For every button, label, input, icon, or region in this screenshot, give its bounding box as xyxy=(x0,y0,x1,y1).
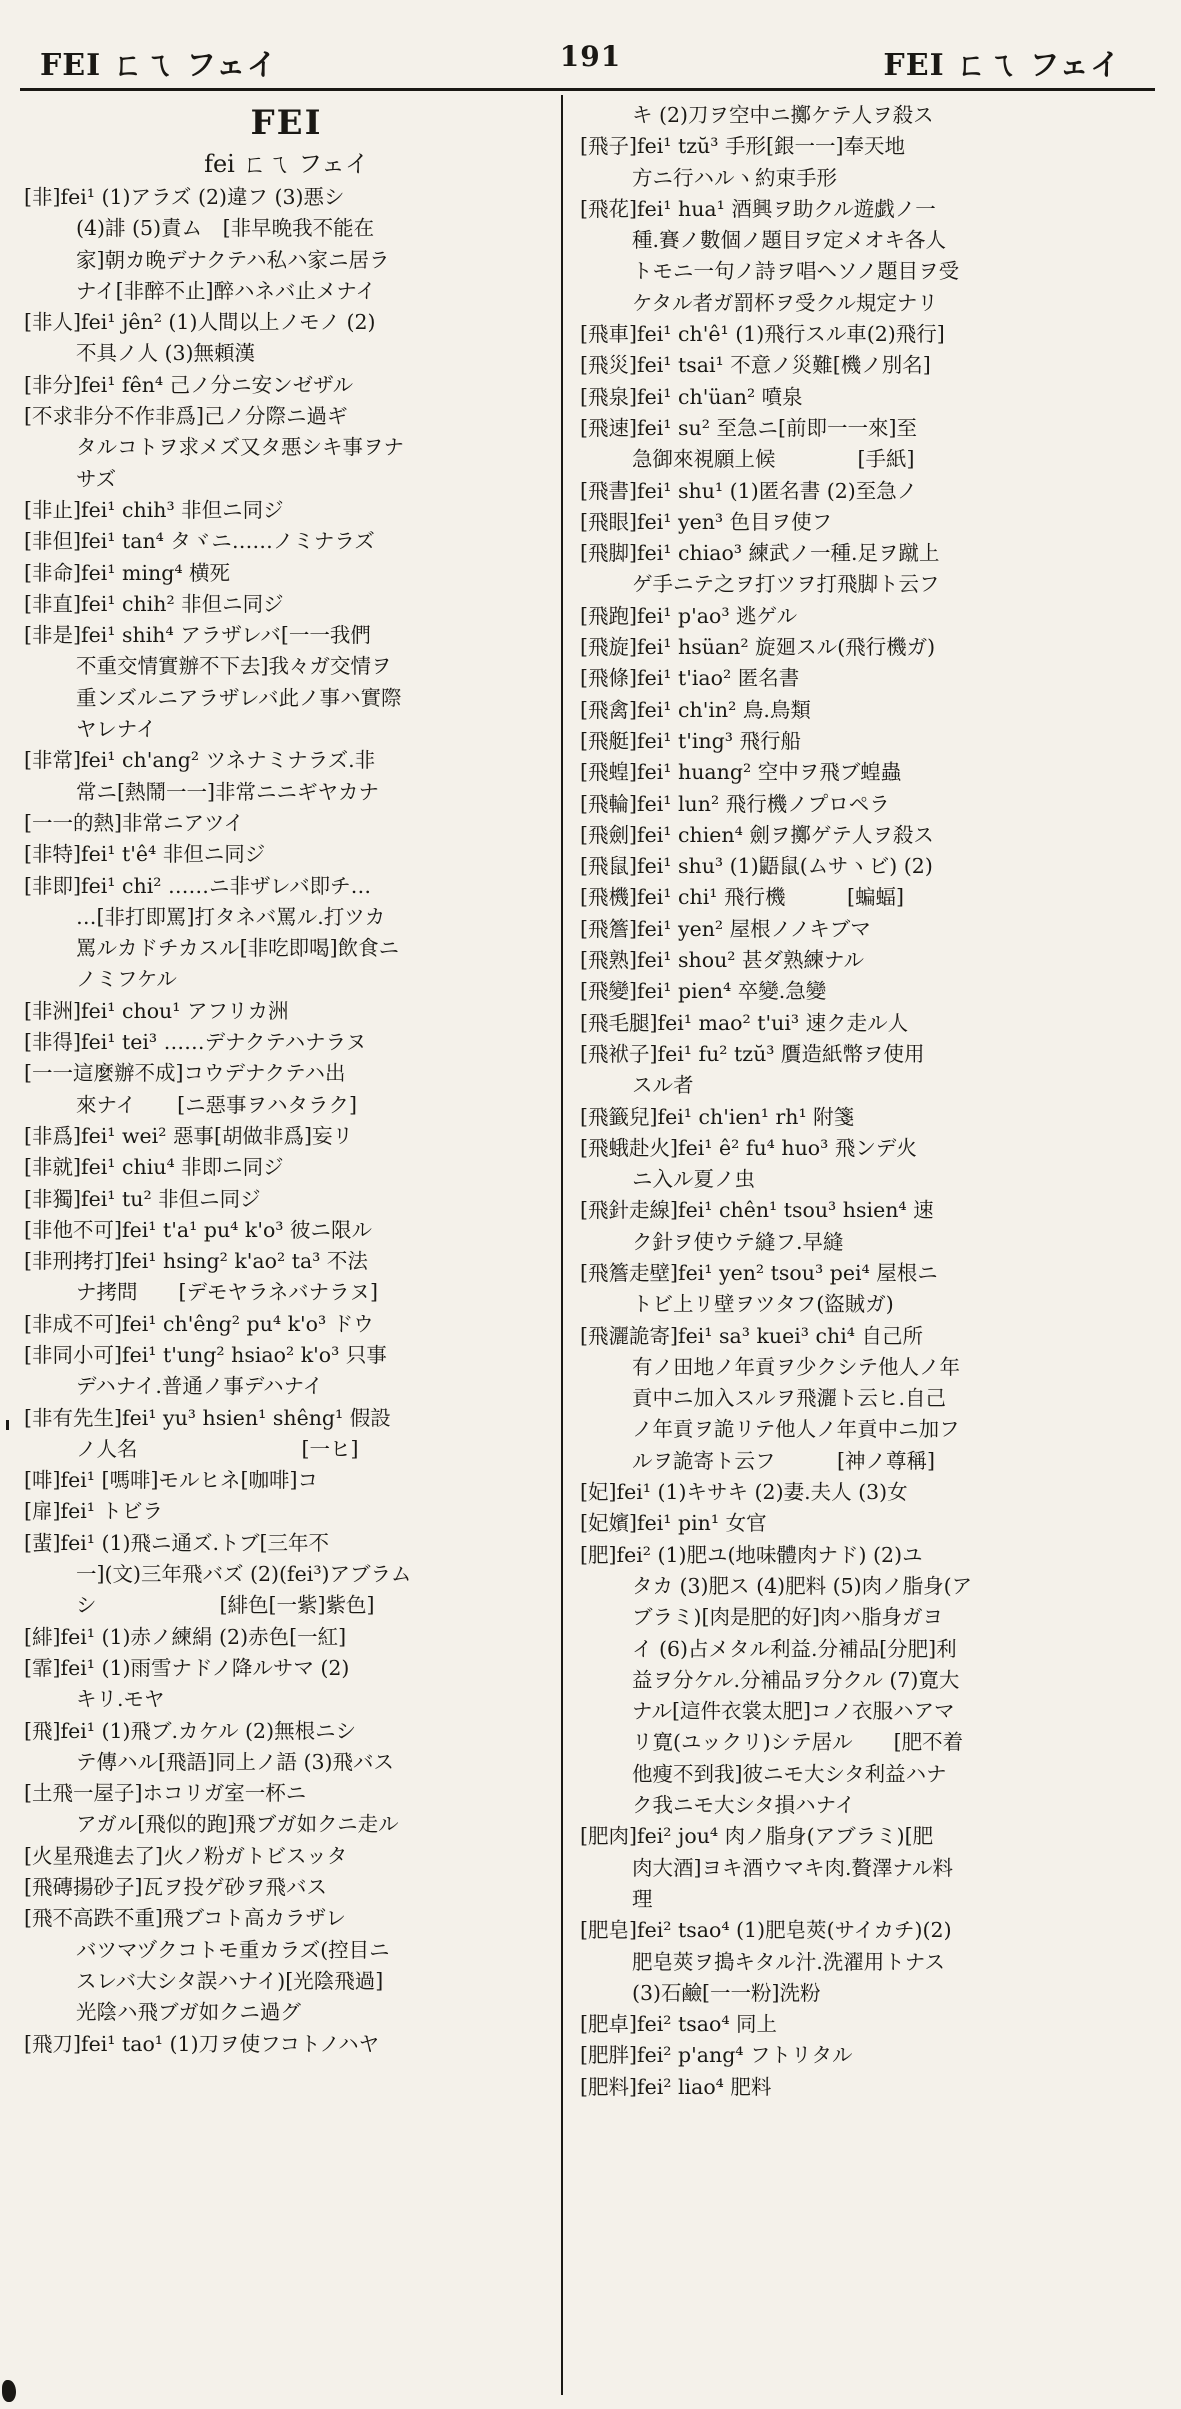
entry-line: 常ニ[熱鬧一一]非常ニニギヤカナ xyxy=(76,779,379,804)
entry-line: [肥]fei² (1)肥ユ(地味體肉ナド) (2)ユ xyxy=(580,1542,923,1567)
left-column xyxy=(24,100,549,2060)
ink-blot xyxy=(2,2380,16,2402)
entry-line: 罵ルカドチカスル[非吃即喝]飲食ニ xyxy=(76,936,400,961)
entry-line: [飛蝗]fei¹ huang² 空中ヲ飛ブ蝗蟲 xyxy=(580,760,902,785)
entry-line: スル者 xyxy=(632,1073,694,1098)
entry-line: 貢中ニ加入スルヲ飛灑ト云ヒ.自己 xyxy=(632,1386,947,1411)
entry-line: トモニ一句ノ詩ヲ唱ヘソノ題目ヲ受 xyxy=(632,259,960,284)
entry-line: [飛輪]fei¹ lun² 飛行機ノプロペラ xyxy=(580,791,890,816)
entry-line: [非成不可]fei¹ ch'êng² pu⁴ k'o³ ドウ xyxy=(24,1311,374,1336)
entry-line: 肉大酒]ヨキ酒ウマキ肉.贅澤ナル料 xyxy=(632,1855,953,1880)
entry-line: 不具ノ人 (3)無頼漢 xyxy=(76,341,256,366)
entry-line: ニ入ル夏ノ虫 xyxy=(632,1167,755,1192)
entry-line: 光陰ハ飛ブガ如クニ過グ xyxy=(76,2000,301,2025)
entry-line: [霏]fei¹ (1)雨雪ナドノ降ルサマ (2) xyxy=(24,1655,350,1680)
entry-line: [啡]fei¹ [嗎啡]モルヒネ[咖啡]コ xyxy=(24,1468,318,1493)
entry-line: [非即]fei¹ chi² ……ニ非ザレバ即チ… xyxy=(24,873,372,898)
entry-line: [飛鼠]fei¹ shu³ (1)鼯鼠(ムサヽビ) (2) xyxy=(580,854,933,879)
entry-line: ブラミ)[肉是肥的好]肉ハ脂身ガヨ xyxy=(632,1605,943,1630)
entry-line: [肥胖]fei² p'ang⁴ フトリタル xyxy=(580,2043,853,2068)
entry-line: [飛變]fei¹ pien⁴ 卒變.急變 xyxy=(580,979,827,1004)
entry-line: ク我ニモ大シタ損ハナイ xyxy=(632,1793,856,1818)
entry-line: トビ上リ壁ヲツタフ(盜賊ガ) xyxy=(632,1292,894,1317)
entry-line: [飛袱子]fei¹ fu² tzŭ³ 贋造紙幣ヲ使用 xyxy=(580,1041,925,1066)
entry-line: 理 xyxy=(632,1886,653,1911)
entry-line: [扉]fei¹ トビラ xyxy=(24,1499,164,1524)
entry-line: [非是]fei¹ shih⁴ アラザレバ[一一我們 xyxy=(24,623,371,648)
entry-line: [飛熟]fei¹ shou² 甚ダ熟練ナル xyxy=(580,948,864,973)
section-subheading: fei ㄈㄟ フェイ xyxy=(204,150,369,178)
entry-line: [飛花]fei¹ hua¹ 酒興ヲ助クル遊戯ノ一 xyxy=(580,196,936,221)
entry-line: [不求非分不作非爲]己ノ分際ニ過ギ xyxy=(24,404,348,429)
entry-line: [飛磚揚砂子]瓦ヲ投ゲ砂ヲ飛バス xyxy=(24,1875,327,1900)
entry-line: [非特]fei¹ t'ê⁴ 非但ニ同ジ xyxy=(24,842,266,867)
entry-line: リ寛(ユックリ)シテ居ル [肥不着 xyxy=(632,1730,964,1755)
entry-line: ゲ手ニテ之ヲ打ツヲ打飛脚ト云フ xyxy=(632,572,940,597)
entry-line: [肥肉]fei² jou⁴ 肉ノ脂身(アブラミ)[肥 xyxy=(580,1824,934,1849)
entry-line: [非獨]fei¹ tu² 非但ニ同ジ xyxy=(24,1186,261,1211)
entry-line: [非有先生]fei¹ yu³ hsien¹ shêng¹ 假設 xyxy=(24,1405,391,1430)
entry-line: タカ (3)肥ス (4)肥料 (5)肉ノ脂身(ア xyxy=(632,1573,973,1598)
entry-line: [火星飛進去了]火ノ粉ガトビスッタ xyxy=(24,1843,348,1868)
right-column xyxy=(580,100,1120,2103)
entry-line: [非人]fei¹ jên² (1)人間以上ノモノ (2) xyxy=(24,310,376,335)
entry-line: [飛籤兒]fei¹ ch'ien¹ rh¹ 附箋 xyxy=(580,1104,855,1129)
entry-line: [飛簷走壁]fei¹ yen² tsou³ pei⁴ 屋根ニ xyxy=(580,1260,938,1285)
entry-line: 種.賽ノ數個ノ題目ヲ定メオキ各人 xyxy=(632,228,947,253)
entry-line: [飛艇]fei¹ t'ing³ 飛行船 xyxy=(580,728,801,753)
entry-line: [飛泉]fei¹ ch'üan² 噴泉 xyxy=(580,384,803,409)
entry-line: [飛脚]fei¹ chiao³ 練武ノ一種.足ヲ蹴上 xyxy=(580,541,940,566)
entry-line: [肥卓]fei² tsao⁴ 同上 xyxy=(580,2012,778,2037)
entry-line: [飛書]fei¹ shu¹ (1)匿名書 (2)至急ノ xyxy=(580,478,918,503)
entry-line: キ (2)刀ヲ空中ニ擲ケテ人ヲ殺ス xyxy=(632,103,934,127)
entry-line: [飛針走線]fei¹ chên¹ tsou³ hsien⁴ 速 xyxy=(580,1198,934,1223)
running-header-left: FEI ㄈㄟ フェイ xyxy=(40,48,278,83)
header-rule xyxy=(20,88,1155,91)
entry-line: (3)石鹼[一一粉]洗粉 xyxy=(632,1980,821,2005)
entry-line: [非直]fei¹ chih² 非但ニ同ジ xyxy=(24,591,284,616)
entry-line: [土飛一屋子]ホコリガ室一杯ニ xyxy=(24,1781,307,1806)
entry-line: ク針ヲ使ウテ縫フ.早縫 xyxy=(632,1229,844,1254)
entry-line: デハナイ.普通ノ事デハナイ xyxy=(76,1374,324,1399)
entry-line: スレバ大シタ誤ハナイ)[光陰飛過] xyxy=(76,1968,384,1993)
entry-line: 肥皂莢ヲ搗キタル汁.洗濯用トナス xyxy=(632,1949,945,1974)
entry-line: ナイ[非醉不止]醉ハネバ止メナイ xyxy=(76,278,376,303)
entry-line: [肥皂]fei² tsao⁴ (1)肥皂莢(サイカチ)(2) xyxy=(580,1918,952,1943)
entry-line: (4)誹 (5)責ム [非早晩我不能在 xyxy=(76,216,375,241)
entry-line: 家]朝カ晩デナクテハ私ハ家ニ居ラ xyxy=(76,247,390,272)
entry-line: バツマヅクコトモ重カラズ(控目ニ xyxy=(76,1937,390,1962)
entry-line: [非爲]fei¹ wei² 惡事[胡做非爲]妄リ xyxy=(24,1123,353,1148)
entry-line: [飛]fei¹ (1)飛ブ.カケル (2)無根ニシ xyxy=(24,1718,357,1743)
entry-line: 急御來視願上候 [手紙] xyxy=(632,447,915,472)
entry-line: ナ拷問 [デモヤラネバナラヌ] xyxy=(76,1280,378,1305)
entry-line: [蜚]fei¹ (1)飛ニ通ズ.トブ[三年不 xyxy=(24,1530,329,1555)
entry-line: キリ.モヤ xyxy=(76,1687,165,1712)
entry-line: 重ンズルニアラザレバ此ノ事ハ實際 xyxy=(76,685,402,710)
entry-line: [飛機]fei¹ chi¹ 飛行機 [蝙蝠] xyxy=(580,885,904,910)
entry-line: [飛禽]fei¹ ch'in² 鳥.鳥類 xyxy=(580,697,811,722)
entry-line: 益ヲ分ケル.分補品ヲ分クル (7)寛大 xyxy=(632,1667,960,1692)
entry-line: ケタル者ガ罰杯ヲ受クル規定ナリ xyxy=(632,290,938,315)
entry-line: イ (6)占メタル利益.分補品[分肥]利 xyxy=(632,1636,957,1661)
entry-line: [飛毛腿]fei¹ mao² t'ui³ 速ク走ル人 xyxy=(580,1010,909,1035)
entry-line: サズ xyxy=(76,466,117,491)
entry-line: [非命]fei¹ ming⁴ 横死 xyxy=(24,560,231,585)
entry-line: ナル[這件衣裳太肥]コノ衣服ハアマ xyxy=(632,1699,955,1724)
entry-line: [飛刀]fei¹ tao¹ (1)刀ヲ使フコトノハヤ xyxy=(24,2031,380,2056)
entry-line: [非得]fei¹ tei³ ……デナクテハナラヌ xyxy=(24,1030,367,1055)
entry-line: ノ年貢ヲ詭リテ他人ノ年貢中ニ加フ xyxy=(632,1417,960,1442)
entry-line: [飛簷]fei¹ yen² 屋根ノノキブマ xyxy=(580,916,871,941)
entry-line: [非但]fei¹ tan⁴ タヾニ……ノミナラズ xyxy=(24,529,375,554)
entry-line: [緋]fei¹ (1)赤ノ練絹 (2)赤色[一紅] xyxy=(24,1624,347,1649)
entry-line: 一](文)三年飛バズ (2)(fei³)アブラム xyxy=(76,1562,412,1587)
page-number: 191 xyxy=(559,40,622,73)
entry-line: [非常]fei¹ ch'ang² ツネナミナラズ.非 xyxy=(24,748,376,773)
entry-line: [飛速]fei¹ su² 至急ニ[前即一一來]至 xyxy=(580,415,917,440)
entry-line: [飛條]fei¹ t'iao² 匿名書 xyxy=(580,666,800,691)
entry-line: 他瘦不到我]彼ニモ大シタ利益ハナ xyxy=(632,1761,947,1786)
entry-line: ルヲ詭寄ト云フ [神ノ尊稱] xyxy=(632,1448,935,1473)
entry-line: 來ナイ [ニ惡事ヲハタラク] xyxy=(76,1092,358,1117)
entry-line: [非刑拷打]fei¹ hsing² k'ao² ta³ 不法 xyxy=(24,1249,368,1274)
entry-line: [飛災]fei¹ tsai¹ 不意ノ災難[機ノ別名] xyxy=(580,353,931,378)
entry-line: ノ人名 [一ヒ] xyxy=(76,1436,359,1461)
entry-line: [飛劍]fei¹ chien⁴ 劍ヲ擲ゲテ人ヲ殺ス xyxy=(580,822,934,847)
entry-line: [飛車]fei¹ ch'ê¹ (1)飛行スル車(2)飛行] xyxy=(580,322,945,347)
entry-line: [非洲]fei¹ chou¹ アフリカ洲 xyxy=(24,998,289,1023)
entry-line: テ傳ハル[飛語]同上ノ語 (3)飛バス xyxy=(76,1749,395,1774)
print-speck xyxy=(6,1420,9,1430)
entry-line: [非分]fei¹ fên⁴ 己ノ分ニ安ンゼザル xyxy=(24,372,354,397)
section-heading: FEI xyxy=(250,103,323,143)
entry-line: [非就]fei¹ chiu⁴ 非即ニ同ジ xyxy=(24,1155,284,1180)
entry-line: [非他不可]fei¹ t'a¹ pu⁴ k'o³ 彼ニ限ル xyxy=(24,1217,373,1242)
entry-line: [肥料]fei² liao⁴ 肥料 xyxy=(580,2074,772,2099)
entry-line: [飛跑]fei¹ p'ao³ 逃ゲル xyxy=(580,603,798,628)
entry-line: タルコトヲ求メズ又タ悪シキ事ヲナ xyxy=(76,435,404,460)
entry-line: シ [緋色[一紫]紫色] xyxy=(76,1593,375,1618)
entry-line: 不重交情實辦不下去]我々ガ交情ヲ xyxy=(76,654,392,679)
entry-line: [飛眼]fei¹ yen³ 色目ヲ使フ xyxy=(580,509,833,534)
entry-line: 有ノ田地ノ年貢ヲ少クシテ他人ノ年 xyxy=(632,1354,960,1379)
entry-line: [非同小可]fei¹ t'ung² hsiao² k'o³ 只事 xyxy=(24,1342,387,1367)
entry-line: [非]fei¹ (1)アラズ (2)違フ (3)悪シ xyxy=(24,185,345,209)
entry-line: ヤレナイ xyxy=(76,717,157,742)
entry-line: アガル[飛似的跑]飛ブガ如クニ走ル xyxy=(76,1812,399,1837)
entry-line: [一一這麼辦不成]コウデナクテハ出 xyxy=(24,1061,346,1086)
entry-line: [飛子]fei¹ tzŭ³ 手形[銀一一]奉天地 xyxy=(580,134,905,159)
running-header-right: FEI ㄈㄟ フェイ xyxy=(883,48,1121,83)
column-divider xyxy=(561,95,563,2395)
entry-line: [飛不高跌不重]飛ブコト高カラザレ xyxy=(24,1906,347,1931)
entry-line: …[非打即罵]打タネバ罵ル.打ツカ xyxy=(76,904,386,929)
entry-line: [飛灑詭寄]fei¹ sa³ kuei³ chi⁴ 自己所 xyxy=(580,1323,924,1348)
entry-line: [一一的熱]非常ニアツイ xyxy=(24,810,244,835)
entry-line: [飛蛾赴火]fei¹ ê² fu⁴ huo³ 飛ンデ火 xyxy=(580,1135,917,1160)
entry-line: [妃]fei¹ (1)キサキ (2)妻.夫人 (3)女 xyxy=(580,1480,908,1505)
entry-line: [飛旋]fei¹ hsüan² 旋廻スル(飛行機ガ) xyxy=(580,635,936,660)
entry-line: [妃嬪]fei¹ pin¹ 女官 xyxy=(580,1511,767,1536)
entry-line: [非止]fei¹ chih³ 非但ニ同ジ xyxy=(24,497,284,522)
entry-line: 方ニ行ハルヽ約束手形 xyxy=(632,165,837,190)
entry-line: ノミフケル xyxy=(76,967,177,992)
